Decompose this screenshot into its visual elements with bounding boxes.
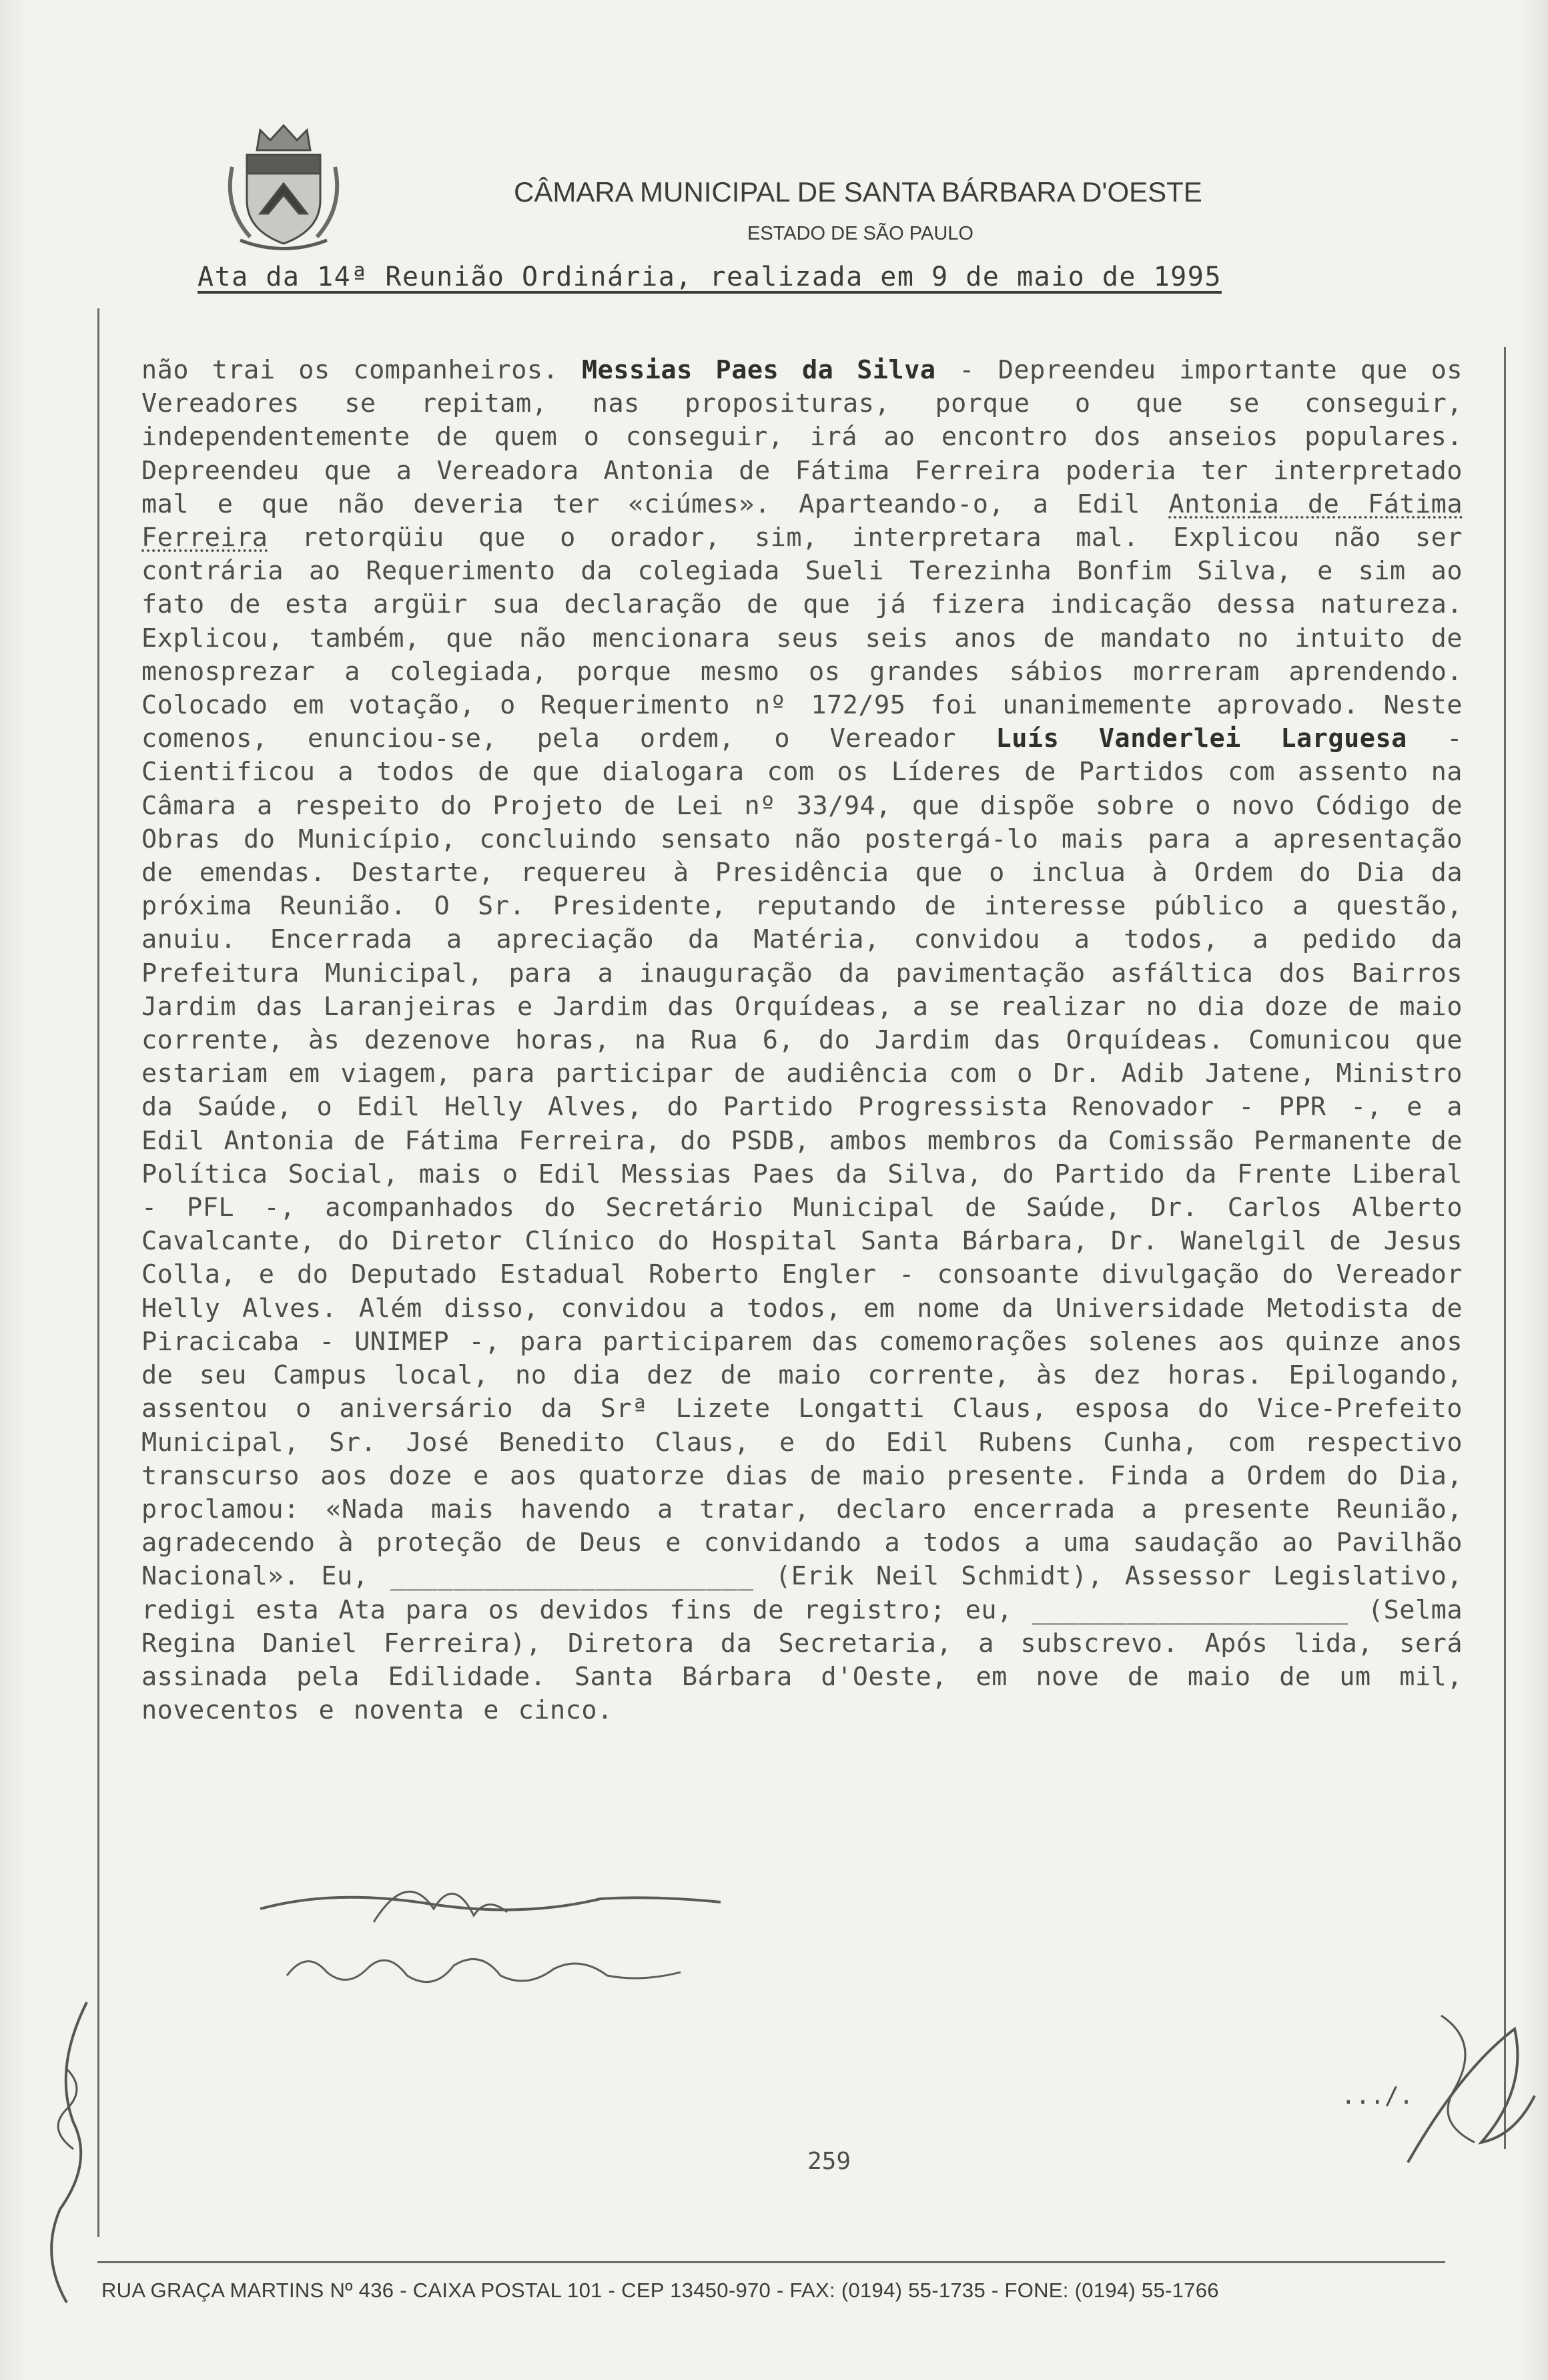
body-text-segment: - Cientificou a todos de que dialogara com os Líderes de Partidos com assento na Câmara a respeito do Projeto de Lei nº 33/94, que dispõe sobre o novo Código de Obras do Município, concluindo sensato não postergá-lo mais para a apresentação de emendas. Destarte, requereu à Presidência que o inclua à Ordem do Dia da próxima Reunião. O Sr. Presidente, reputando de interesse público a questão, anuiu. Encerrada a apreciação da Matéria, convidou a todos, a pedido da Prefeitura Municipal, para a inauguração da pavimentação asfáltica dos Bairros Jardim das Laranjeiras e Jardim das Orquídeas, a se realizar no dia doze de maio corrente, às dezenove horas, na Rua 6, do Jardim das Orquídeas. Comunicou que estariam em viagem, para participar de audiência com o Dr. Adib Jatene, Ministro da Saúde, o Edil Helly Alves, do Partido Progressista Renovador - PPR -, e a Edil Antonia de Fátima Ferreira, do PSDB, ambos membros da Comissão Permanente de Política Social, mais o Edil Messias Paes da Silva, do Partido da Frente Liberal - PFL -, acompanhados do Secretário Municipal de Saúde, Dr. Carlos Alberto Cavalcante, do Diretor Clínico do Hospital Santa Bárbara, Dr. Wanelgil de Jesus Colla, e do Deputado Estadual Roberto Engler - consoante divulgação do Vereador Helly Alves. Além disso, convidou a todos, em nome da Universidade Metodista de Piracicaba - UNIMEP -, para participarem das comemorações solenes aos quinze anos de seu Campus local, no dia dez de maio corrente, às dez horas. Epilogando, assentou o aniversário da Srª Lizete Longatti Claus, esposa do Vice-Prefeito Municipal, Sr. José Benedito Claus, e do Edil Rubens Cunha, com respectivo transcurso aos doze e aos quatorze dias de maio presente. Finda a Ordem do Dia, proclamou: «Nada mais havendo a tratar, declaro encerrada a presente Reunião, agradecendo à proteção de Deus e convidando a todos a uma saudação ao Pavilhão Nacional». Eu, _______________________ (Erik Neil Schmidt), Assessor Legislativo, redigi esta Ata para os devidos fins de registro; eu, ____________________ (Selma Regina Daniel Ferreira), Diretora da Secretaria, a subscrevo. Após lida, será assinada pela Edilidade. Santa Bárbara d'Oeste, em nove de maio de um mil, novecentos e noventa e cinco.: [141, 723, 1463, 1726]
body-text-segment: - Depreendeu importante que os Vereadores se repitam, nas proposituras, porque o que se conseguir, independentemente de quem o conseguir, irá ao encontro dos anseios populares. Depreendeu que a Vereadora Antonia de Fátima Ferreira poderia ter interpretado mal e que não deveria ter «ciúmes». Aparteando-o, a Edil: [141, 355, 1463, 519]
right-margin-line: [1504, 347, 1506, 2149]
left-margin-line: [97, 308, 99, 2237]
speaker-name: Luís Vanderlei Larguesa: [996, 723, 1407, 754]
continuation-mark: .../.: [1341, 2082, 1414, 2110]
page-number: 259: [807, 2148, 851, 2175]
institution-name: CÂMARA MUNICIPAL DE SANTA BÁRBARA D'OESTE: [514, 176, 1202, 208]
underlined-name: Antonia de Fátima Ferreira: [141, 489, 1463, 553]
state-name: ESTADO DE SÃO PAULO: [747, 223, 974, 244]
minutes-body: [141, 354, 1463, 2122]
footer-rule: [97, 2261, 1445, 2263]
body-text-segment: não trai os companheiros.: [141, 355, 582, 385]
body-text-segment: retorqüiu que o orador, sim, interpretara mal. Explicou não ser contrária ao Requerimento da colegiada Sueli Terezinha Bonfim Silva, e sim ao fato de esta argüir sua declaração de que já fizera indicação dessa natureza. Explicou, também, que não mencionara seus seis anos de mandato no intuito de menosprezar a colegiada, porque mesmo os grandes sábios morreram aprendendo. Colocado em votação, o Requerimento nº 172/95 foi unanimemente aprovado. Neste comenos, enunciou-se, pela ordem, o Vereador: [141, 523, 1463, 754]
footer-address: RUA GRAÇA MARTINS Nº 436 - CAIXA POSTAL 101 - CEP 13450-970 - FAX: (0194) 55-1735 - FONE: (0194) 55-1766: [101, 2279, 1219, 2302]
speaker-name: Messias Paes da Silva: [582, 355, 936, 385]
coat-of-arms-icon: [220, 113, 347, 254]
document-title: Ata da 14ª Reunião Ordinária, realizada em 9 de maio de 1995: [198, 262, 1222, 292]
